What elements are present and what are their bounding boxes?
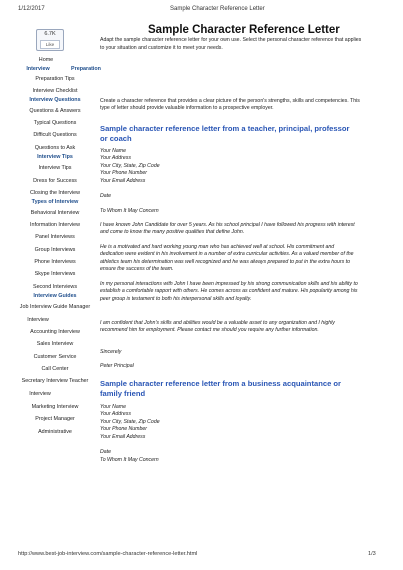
section1-signature: Peter Principal (100, 363, 134, 369)
sidebar-heading-interview: Interview (26, 66, 50, 72)
description-text: Create a character reference that provides a clear picture of the person's strengths, skills and competencies. This type of letter should provide valuable information to a prospective employer. (100, 98, 360, 112)
sidebar-item-home[interactable]: Home (38, 57, 54, 63)
address-line: Your Address (100, 411, 131, 418)
sidebar-heading-interview-questions: Interview Questions (29, 97, 81, 103)
sidebar-heading-preparation: Preparation (71, 66, 101, 72)
address-line: Your Phone Number (100, 426, 148, 433)
sidebar-heading-interview-guides: Interview Guides (33, 293, 77, 299)
sidebar-item-panel-interviews[interactable]: Panel Interviews (35, 234, 75, 240)
sidebar-item-preparation-tips[interactable]: Preparation Tips (35, 76, 75, 82)
address-line: Your Name (100, 404, 126, 410)
section2-heading: Sample character reference letter from a business acquaintance or family friend (100, 379, 341, 398)
sidebar-item-job-interview-guide-manager[interactable]: Job Interview Guide Manager (19, 304, 91, 310)
sidebar-heading-types-of-interview: Types of Interview (31, 199, 79, 205)
section1-closing: Sincerely (100, 349, 122, 355)
sidebar-item-administrative[interactable]: Administrative (38, 429, 72, 435)
sidebar-item-interview-tips[interactable]: Interview Tips (38, 165, 72, 171)
sidebar-item-interview-2[interactable]: Interview (29, 391, 51, 397)
section1-paragraph-4: I am confident that John's skills and abilities would be a valuable asset to any organization and I highly recommend him for employment. Please contact me should you require any further information. (100, 320, 335, 334)
sidebar-item-behavioral-interview[interactable]: Behavioral Interview (30, 210, 80, 216)
address-line: Your City, State, Zip Code (100, 162, 160, 169)
footer-page-number: 1/3 (368, 551, 376, 557)
sidebar-item-call-center[interactable]: Call Center (41, 366, 69, 372)
sidebar-item-information-interview[interactable]: Information Interview (29, 222, 81, 228)
address-line: Your City, State, Zip Code (100, 418, 160, 425)
like-widget (36, 29, 64, 51)
sidebar-item-typical-questions[interactable]: Typical Questions (33, 120, 77, 126)
print-date: 1/12/2017 (18, 6, 45, 12)
sidebar-item-marketing-interview[interactable]: Marketing Interview (31, 404, 79, 410)
sidebar-item-second-interviews[interactable]: Second Interviews (32, 284, 78, 290)
sidebar-item-customer-service[interactable]: Customer Service (33, 354, 77, 360)
section1-address-block (100, 148, 358, 185)
sidebar-item-questions-answers[interactable]: Questions & Answers (29, 108, 81, 114)
footer-url: http://www.best-job-interview.com/sample-character-reference-letter.html (18, 551, 198, 557)
sidebar-heading-interview-tips: Interview Tips (37, 154, 73, 160)
address-line: Your Email Address (100, 177, 146, 184)
sidebar-item-project-manager[interactable]: Project Manager (35, 416, 75, 422)
section2-address-block (100, 404, 358, 441)
sidebar-item-interview-checklist[interactable]: Interview Checklist (32, 88, 78, 94)
section1-heading: Sample character reference letter from a teacher, principal, professor or coach (100, 124, 350, 143)
sidebar-item-interview[interactable]: Interview (27, 317, 49, 323)
section1-paragraph-2: He is a motivated and hard working young man who has achieved well at school. His commitment and dedication were evident in his involvement in a number of extra curricular activities. As a valued member of the athletics team his determination was well recognized and he was always prepared to put in the extra hours to ensure the success of the team. (100, 244, 354, 273)
address-line: Your Phone Number (100, 170, 148, 177)
section1-paragraph-1: I have known John Candidate for over 5 years. As his school principal I have followed his progress with interest and come to know the many positive qualities that define John. (100, 222, 355, 236)
sidebar-item-sales-interview[interactable]: Sales Interview (36, 341, 74, 347)
page-title: Sample Character Reference Letter (148, 24, 340, 36)
section1-salutation: To Whom It May Concern (100, 208, 159, 214)
print-page-title: Sample Character Reference Letter (170, 6, 265, 12)
sidebar-item-questions-to-ask[interactable]: Questions to Ask (34, 145, 76, 151)
sidebar-item-difficult-questions[interactable]: Difficult Questions (33, 132, 77, 138)
sidebar-item-phone-interviews[interactable]: Phone Interviews (34, 259, 76, 265)
sidebar-item-closing-the-interview[interactable]: Closing the Interview (29, 190, 81, 196)
like-count: 6.7K (44, 31, 56, 37)
intro-text: Adapt the sample character reference letter for your own use. Select the personal character reference that applies to your situation and customize it to meet your needs. (100, 37, 362, 51)
sidebar-item-secretary-interview-teacher[interactable]: Secretary Interview Teacher (21, 378, 89, 384)
sidebar-item-accounting-interview[interactable]: Accounting Interview (30, 329, 80, 335)
sidebar-item-dress-for-success[interactable]: Dress for Success (33, 178, 77, 184)
like-button[interactable]: Like (40, 40, 60, 49)
sidebar-item-skype-interviews[interactable]: Skype Interviews (34, 271, 76, 277)
address-line: Your Email Address (100, 433, 146, 440)
section2-date: Date (100, 449, 111, 455)
address-line: Your Address (100, 155, 131, 162)
section1-paragraph-3: In my personal interactions with John I have been impressed by his strong communication skills and his ability to establish a comfortable rapport with others. He comes across as confident and mature. His popularity among his peer group is testament to both his interpersonal skills and loyalty. (100, 281, 358, 302)
section2-salutation: To Whom It May Concern (100, 457, 159, 463)
address-line: Your Name (100, 148, 126, 154)
sidebar-item-group-interviews[interactable]: Group Interviews (34, 247, 76, 253)
section1-date: Date (100, 193, 111, 199)
